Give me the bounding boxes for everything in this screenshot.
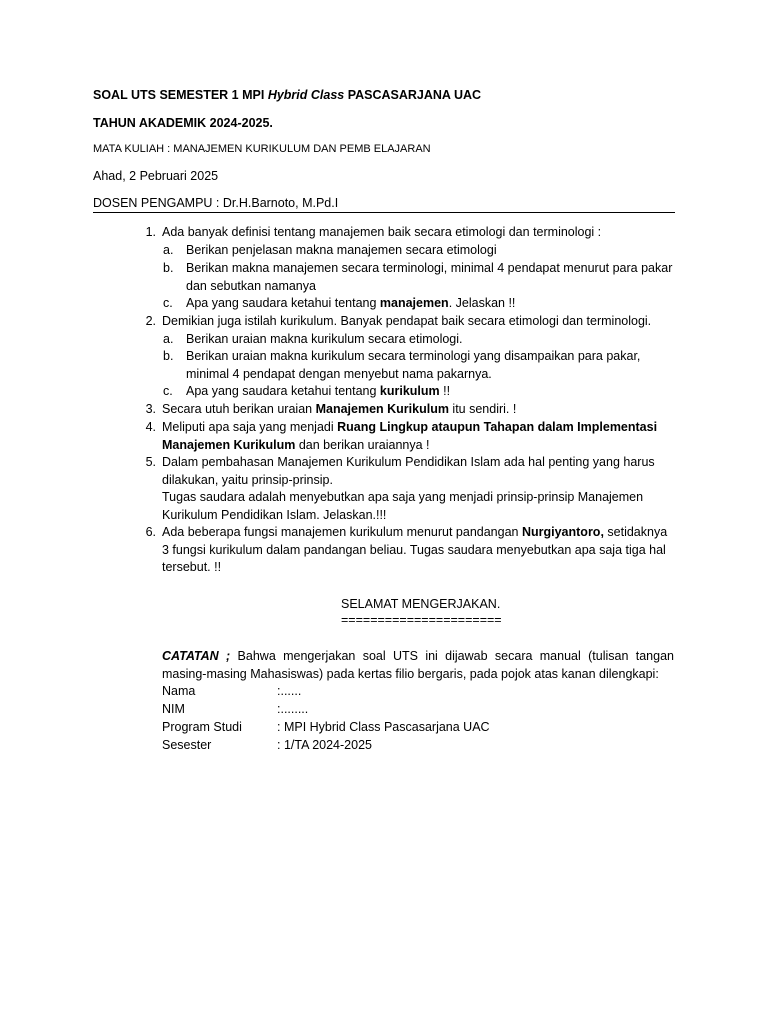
field-label: NIM [162,702,185,716]
sub-letter: a. [163,332,174,346]
question-text: dan berikan uraiannya ! [295,437,430,452]
academic-year: TAHUN AKADEMIK 2024-2025. [93,116,273,130]
question-1 [145,224,677,242]
sub-letter: c. [163,384,173,398]
sub-text: Apa yang saudara ketahui tentang [186,296,380,310]
question-3 [145,401,677,419]
sub-text: Berikan uraian makna kurikulum secara etimologi. [186,332,463,346]
exam-title [93,88,481,102]
question-6 [145,524,677,577]
field-value: : MPI Hybrid Class Pascasarjana UAC [277,720,490,734]
field-label: Sesester [162,738,212,752]
sub-keyword: manajemen [379,296,449,310]
sub-keyword: kurikulum [379,384,440,398]
question-number: 4. [145,420,156,434]
sub-text: . Jelaskan !! [448,296,516,310]
question-number: 3. [145,402,156,416]
question-2 [145,313,677,331]
question-text: itu sendiri. ! [448,402,517,416]
question-1-c [163,295,677,313]
field-value: :...... [277,684,302,698]
field-row [162,719,490,737]
question-text: Meliputi apa saja yang menjadi [162,420,338,434]
note-paragraph [162,648,674,683]
question-keyword: Manajemen Kurikulum [315,402,449,416]
field-value: : 1/TA 2024-2025 [277,738,372,752]
field-label: Nama [162,684,196,698]
exam-title-part: SOAL UTS SEMESTER 1 MPI [93,88,268,102]
sub-letter: b. [163,261,174,275]
question-text: setidaknya 3 fungsi kurikulum dalam pandangan beliau. Tugas saudara menyebutkan apa saja tiga hal tersebut. !! [162,525,668,575]
exam-date: Ahad, 2 Pebruari 2025 [93,169,219,183]
question-2-a [163,331,677,349]
note-text: Bahwa mengerjakan soal UTS ini dijawab secara manual (tulisan tangan masing-masing Mahasiswas) pada kertas filio bergaris, pada pojok atas kanan dilengkapi: [162,649,674,681]
question-text: Secara utuh berikan uraian [162,402,316,416]
question-keyword: Ruang Lingkup ataupun Tahapan dalam Implementasi Manajemen Kurikulum [162,420,658,452]
question-text: Ada beberapa fungsi manajemen kurikulum menurut pandangan [162,525,522,539]
sub-letter: c. [163,296,173,310]
exam-title-part: PASCASARJANA UAC [344,88,482,102]
question-number: 5. [145,455,156,469]
question-text: Ada banyak definisi tentang manajemen baik secara etimologi dan terminologi : [162,225,602,239]
field-label: Program Studi [162,720,242,734]
header-divider [93,212,675,213]
sub-text: Apa yang saudara ketahui tentang [186,384,380,398]
question-1-a [163,242,677,260]
question-text: Dalam pembahasan Manajemen Kurikulum Pendidikan Islam ada hal penting yang harus dilakukan, yaitu prinsip-prinsip. [162,455,655,487]
field-row [162,683,302,701]
question-2-c [163,383,677,401]
question-1-b [163,260,677,295]
question-keyword: Nurgiyantoro, [521,525,604,539]
note-label: CATATAN ; [162,649,231,663]
sub-letter: b. [163,349,174,363]
question-number: 1. [145,225,156,239]
sub-text: Berikan makna manajemen secara terminologi, minimal 4 pendapat menurut para pakar dan sebutkan namanya [186,261,673,293]
question-text: Demikian juga istilah kurikulum. Banyak pendapat baik secara etimologi dan terminologi. [162,314,652,328]
question-4 [145,419,677,454]
question-task: Tugas saudara adalah menyebutkan apa saja yang menjadi prinsip-prinsip Manajemen Kurikulum Pendidikan Islam. Jelaskan.!!! [162,490,644,522]
question-number: 2. [145,314,156,328]
field-row [162,737,372,755]
sub-text: Berikan penjelasan makna manajemen secara etimologi [186,243,497,257]
question-5 [145,454,677,524]
lecturer: DOSEN PENGAMPU : Dr.H.Barnoto, M.Pd.I [93,196,339,210]
field-row [162,701,309,719]
exam-title-italic: Hybrid Class [267,88,345,102]
closing-greeting: SELAMAT MENGERJAKAN. [341,597,501,611]
field-value: :........ [277,702,309,716]
sub-letter: a. [163,243,174,257]
closing-divider: ====================== [341,613,502,627]
question-number: 6. [145,525,156,539]
course-name: MATA KULIAH : MANAJEMEN KURIKULUM DAN PEMB ELAJARAN [93,143,431,155]
sub-text: !! [439,384,451,398]
question-2-b [163,348,677,383]
sub-text: Berikan uraian makna kurikulum secara terminologi yang disampaikan para pakar, minimal 4 pendapat dengan menyebut nama pakarnya. [186,349,641,381]
